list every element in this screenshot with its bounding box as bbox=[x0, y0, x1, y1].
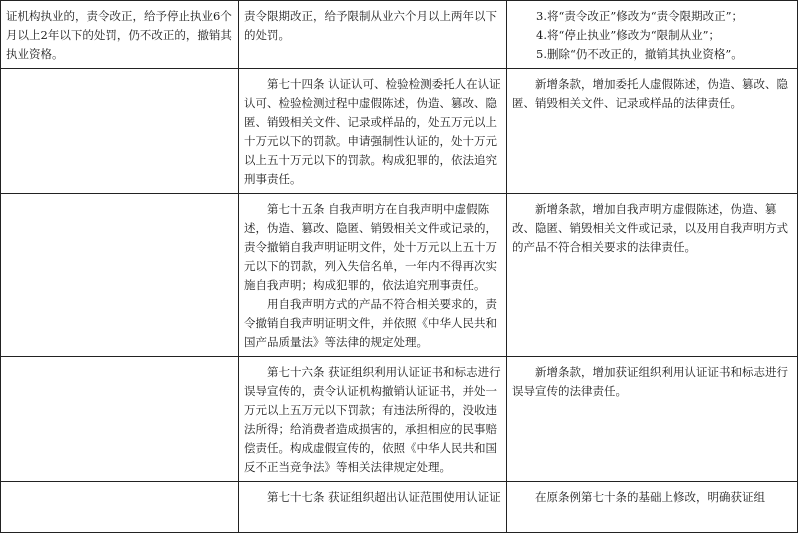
article-75-paragraph-2: 用自我声明方式的产品不符合相关要求的，责令撤销自我声明证明文件，并依照《中华人民共和国产品质量法》等法律的规定处理。 bbox=[244, 297, 497, 349]
table-row bbox=[1, 69, 798, 194]
original-text-cell bbox=[1, 194, 239, 357]
revision-note-item: 3.将“责令改正”修改为“责令限期改正”； bbox=[536, 9, 743, 23]
table-row bbox=[1, 194, 798, 357]
article-76-text: 第七十六条 获证组织利用认证证书和标志进行误导宣传的，责令认证机构撤销认证证书，并处一万元以上五万元以下罚款；有违法所得的，没收违法所得；给消费者造成损害的，承担相应的民事赔偿责任。构成虚假宣传的，依照《中华人民共和国反不正当竞争法》等相关法律规定处理。 bbox=[239, 357, 507, 482]
article-75-text bbox=[239, 194, 507, 357]
article-75-paragraph-1: 第七十五条 自我声明方在自我声明中虚假陈述，伪造、篡改、隐匿、销毁相关文件或记录的，责令撤销自我声明证明文件，处十万元以上五十万元以下的罚款，列入失信名单，一年内不得再次实施自我声明；构成犯罪的，依法追究刑事责任。 bbox=[244, 202, 497, 292]
article-74-text: 第七十四条 认证认可、检验检测委托人在认证认可、检验检测过程中虚假陈述，伪造、篡改、隐匿、销毁相关文件、记录或样品的，处五万元以上十万元以下的罚款。申请强制性认证的，处十万元以上五十万元以下的罚款。构成犯罪的，依法追究刑事责任。 bbox=[239, 69, 507, 194]
article-76-note: 新增条款，增加获证组织利用认证证书和标志进行误导宣传的法律责任。 bbox=[507, 357, 798, 482]
article-77-text: 第七十七条 获证组织超出认证范围使用认证证 bbox=[239, 482, 507, 533]
revision-notes-cell bbox=[507, 1, 798, 69]
article-74-note: 新增条款，增加委托人虚假陈述，伪造、篡改、隐匿、销毁相关文件、记录或样品的法律责任。 bbox=[507, 69, 798, 194]
original-text-cell bbox=[1, 357, 239, 482]
original-text-cell bbox=[1, 482, 239, 533]
revision-note-item: 5.删除“仍不改正的，撤销其执业资格”。 bbox=[536, 47, 743, 61]
revision-note-item: 4.将“停止执业”修改为“限制从业”； bbox=[536, 28, 720, 42]
original-text-cell: 证机构执业的，责令改正，给予停止执业6个月以上2年以下的处罚，仍不改正的，撤销其执业资格。 bbox=[1, 1, 239, 69]
original-text-cell bbox=[1, 69, 239, 194]
article-75-note: 新增条款，增加自我声明方虚假陈述，伪造、篡改、隐匿、销毁相关文件或记录，以及用自我声明方式的产品不符合相关要求的法律责任。 bbox=[507, 194, 798, 357]
table-row bbox=[1, 357, 798, 482]
article-77-note: 在原条例第七十条的基础上修改，明确获证组 bbox=[507, 482, 798, 533]
table-row bbox=[1, 1, 798, 69]
table-row bbox=[1, 482, 798, 533]
revised-text-cell: 责令限期改正，给予限制从业六个月以上两年以下的处罚。 bbox=[239, 1, 507, 69]
